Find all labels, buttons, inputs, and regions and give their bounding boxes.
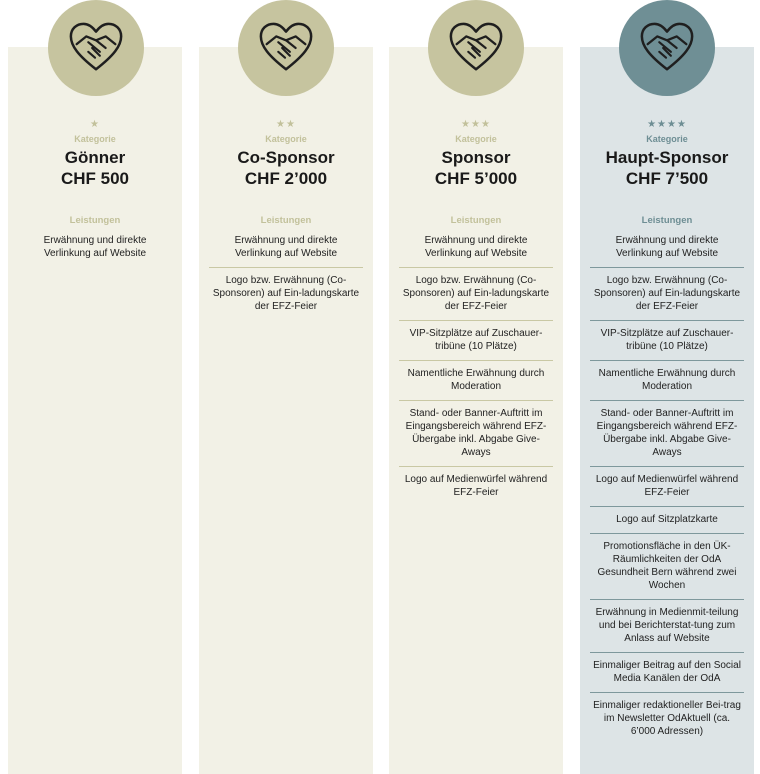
tier-price: CHF 5’000 (434, 169, 518, 188)
tier-price: CHF 2’000 (244, 169, 328, 188)
tier-stars: ★★★★ (647, 119, 687, 130)
benefit-item: Logo auf Medienwürfel während EFZ-Feier (399, 466, 553, 506)
benefits-list (209, 233, 363, 320)
tier-name: Gönner (64, 148, 126, 167)
benefits-list (18, 233, 172, 267)
tier-name: Co-Sponsor (237, 148, 335, 167)
tier-title (199, 147, 373, 189)
benefit-item: Erwähnung und direkte Verlinkung auf Website (615, 235, 719, 259)
tier-stars: ★★★ (461, 119, 491, 130)
benefit-item: Logo bzw. Erwähnung (Co-Sponsoren) auf Ein-ladungskarte der EFZ-Feier (590, 267, 744, 320)
benefit-item: Logo bzw. Erwähnung (Co-Sponsoren) auf Ein-ladungskarte der EFZ-Feier (209, 267, 363, 320)
tier-name: Haupt-Sponsor (605, 148, 729, 167)
benefit-item: Promotionsfläche in den ÜK-Räumlichkeiten der OdA Gesundheit Bern während zwei Wochen (590, 533, 744, 599)
tier-badge (428, 0, 524, 96)
tier-stars: ★ (90, 119, 100, 130)
benefit-item: Erwähnung und direkte Verlinkung auf Website (234, 235, 338, 259)
category-label: Kategorie (74, 134, 116, 144)
benefit-item: Logo auf Medienwürfel während EFZ-Feier (590, 466, 744, 506)
tier-badge (48, 0, 144, 96)
category-label: Kategorie (455, 134, 497, 144)
handshake-heart-icon (638, 19, 696, 77)
benefit-item: Logo bzw. Erwähnung (Co-Sponsoren) auf Ein-ladungskarte der EFZ-Feier (399, 267, 553, 320)
tier-badge (238, 0, 334, 96)
benefit-item: Stand- oder Banner-Auftritt im Eingangsbereich während EFZ-Übergabe inkl. Abgabe Give-Aways (399, 400, 553, 466)
tier-title (389, 147, 563, 189)
benefit-item: Stand- oder Banner-Auftritt im Eingangsbereich während EFZ-Übergabe inkl. Abgabe Give-Aways (590, 400, 744, 466)
benefit-item: Erwähnung und direkte Verlinkung auf Website (424, 235, 528, 259)
tier-badge (619, 0, 715, 96)
benefit-item: Erwähnung in Medienmit-teilung und bei Berichterstat-tung zum Anlass auf Website (590, 599, 744, 652)
benefits-label: Leistungen (260, 215, 312, 226)
benefit-item: VIP-Sitzplätze auf Zuschauer-tribüne (10 Plätze) (590, 320, 744, 360)
benefits-label: Leistungen (69, 215, 121, 226)
benefits-list (590, 233, 744, 745)
benefit-item: Einmaliger Beitrag auf den Social Media Kanälen der OdA (590, 652, 744, 692)
benefit-item: Namentliche Erwähnung durch Moderation (590, 360, 744, 400)
benefit-item: Einmaliger redaktioneller Bei-trag im Newsletter OdAktuell (ca. 6’000 Adressen) (590, 692, 744, 745)
benefits-list (399, 233, 553, 506)
benefits-label: Leistungen (641, 215, 693, 226)
benefits-label: Leistungen (450, 215, 502, 226)
handshake-heart-icon (67, 19, 125, 77)
benefit-item: Logo auf Sitzplatzkarte (590, 506, 744, 533)
tier-stars: ★★ (276, 119, 296, 130)
tier-price: CHF 500 (60, 169, 130, 188)
handshake-heart-icon (447, 19, 505, 77)
category-label: Kategorie (265, 134, 307, 144)
tier-price: CHF 7’500 (625, 169, 709, 188)
category-label: Kategorie (646, 134, 688, 144)
handshake-heart-icon (257, 19, 315, 77)
benefit-item: Erwähnung und direkte Verlinkung auf Website (43, 235, 147, 259)
benefit-item: VIP-Sitzplätze auf Zuschauer-tribüne (10 Plätze) (399, 320, 553, 360)
tier-name: Sponsor (441, 148, 511, 167)
benefit-item: Namentliche Erwähnung durch Moderation (399, 360, 553, 400)
tier-title (580, 147, 754, 189)
tier-title (8, 147, 182, 189)
